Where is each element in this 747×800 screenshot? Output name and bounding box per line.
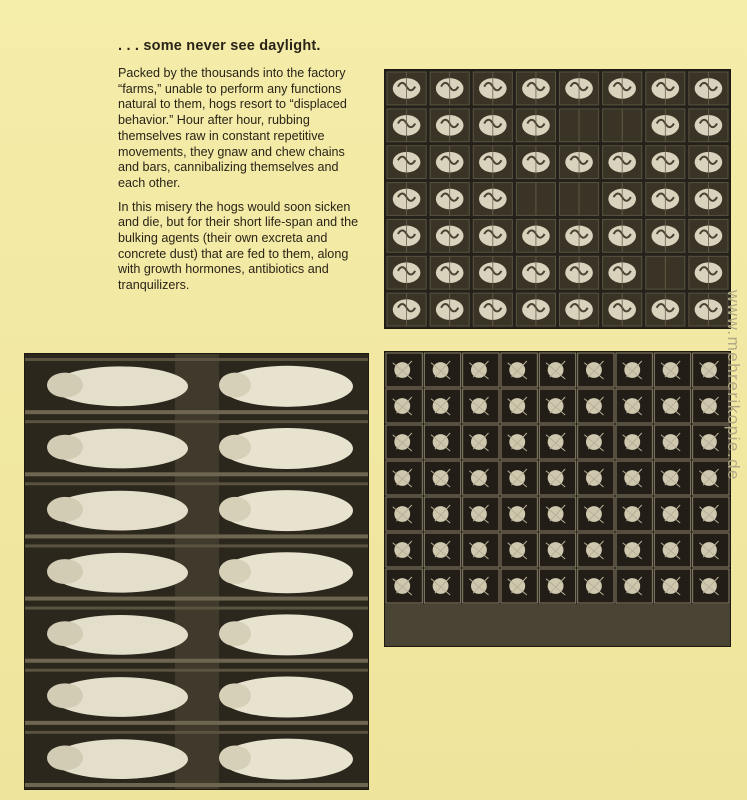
photo-hogs-lying bbox=[25, 354, 368, 789]
article-heading: . . . some never see daylight. bbox=[118, 38, 321, 54]
paragraph-1: Packed by the thousands into the factory “farms,” unable to perform any functions natural to them, hogs resort to “displaced behavior.” Hour after hour, rubbing themselves raw in constant repetitive movements, they gnaw and chew chains and bars, cannibalizing themselves and each other. bbox=[118, 66, 347, 190]
paragraph-2: In this misery the hogs would soon sicken and die, but for their short life-span and the bulking agents (their own excreta and concrete dust) that are fed to them, along with growth hormones, antibiotics and tranquilizers. bbox=[118, 199, 359, 293]
photo-hog-crates bbox=[385, 70, 730, 328]
photo-battery-cages bbox=[385, 352, 730, 646]
hog-crates-image bbox=[385, 70, 730, 328]
battery-cages-image bbox=[385, 352, 730, 646]
hogs-lying-image bbox=[25, 354, 368, 789]
watermark: www.mehrerikopie.de bbox=[724, 290, 743, 482]
article-body bbox=[118, 66, 368, 302]
